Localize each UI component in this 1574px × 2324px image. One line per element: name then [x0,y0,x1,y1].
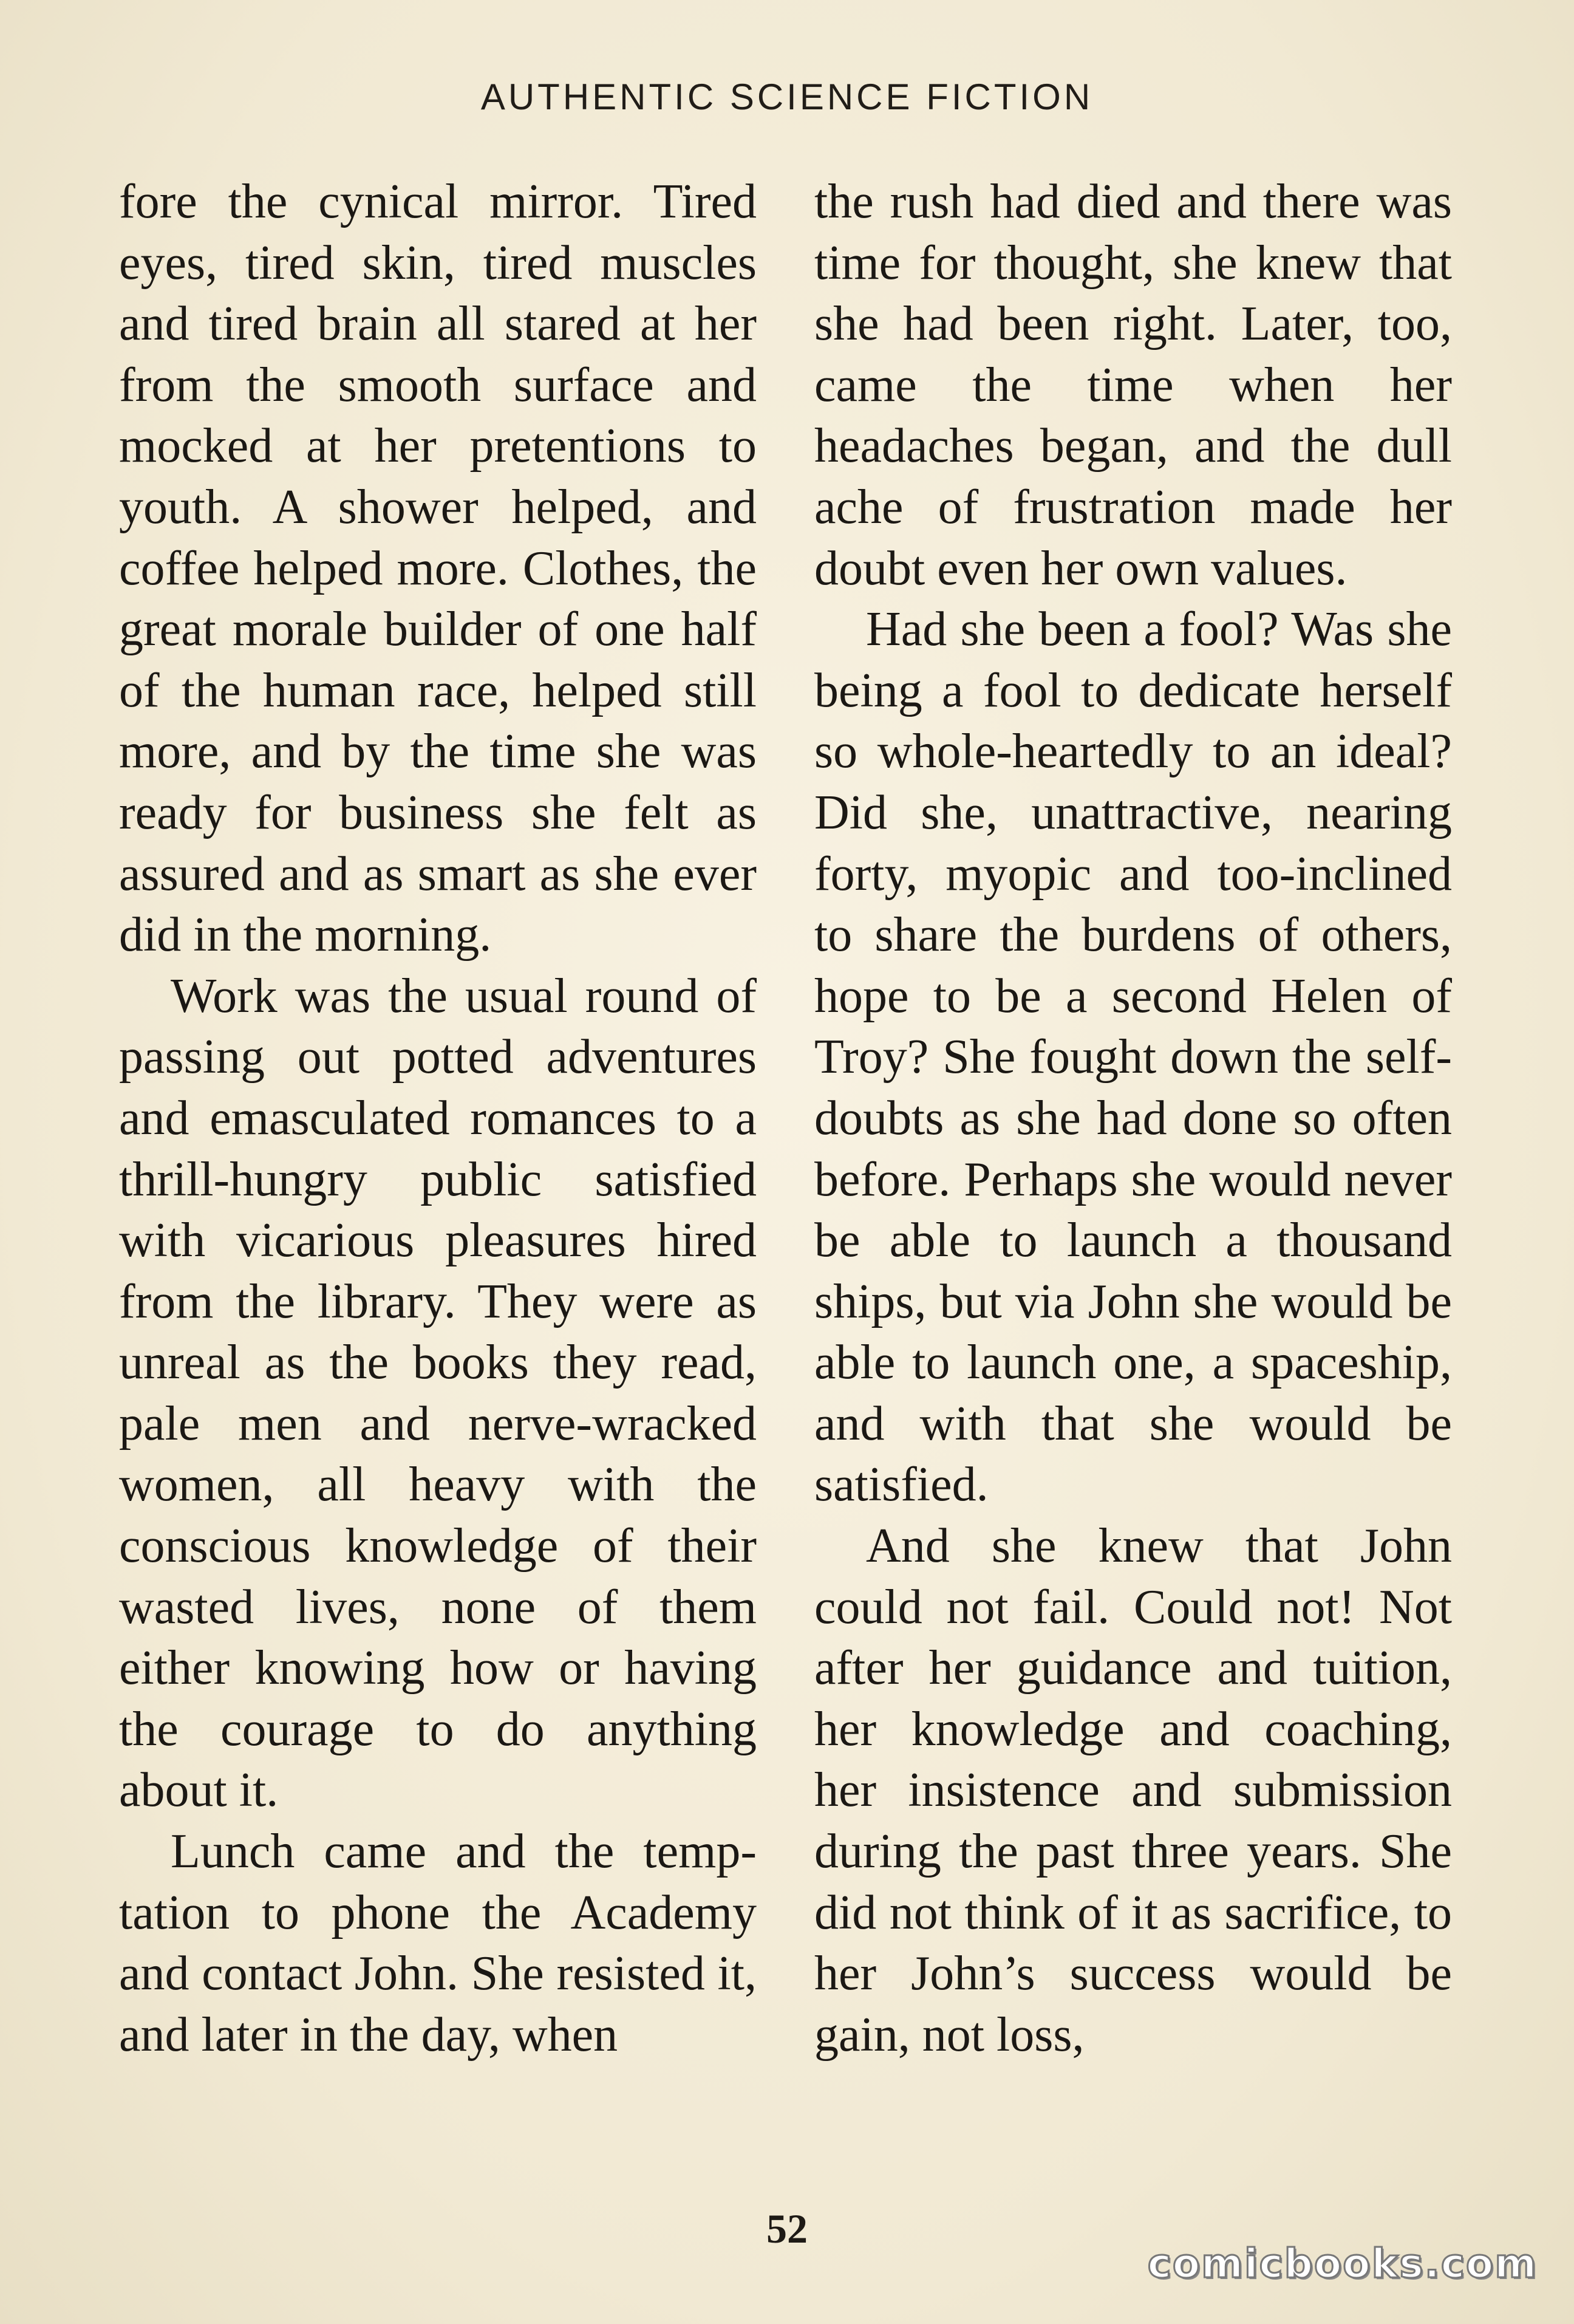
page-number: 52 [766,2206,808,2252]
running-title: AUTHENTIC SCIENCE FICTION [480,77,1094,117]
left-text-column [119,171,757,2065]
paragraph: Work was the usual round of passing out potted adventures and emasculated romances to a thrill-hungry public satisfied with vicarious pleasures hired from the library. They were as unreal as the books they read, pale men and nerve-wracked women, all heavy with the conscious knowledge of their wasted lives, none of them either knowing how or having the courage to do anything about it. [119,969,757,1817]
paragraph: Lunch came and the temptation to phone the Academy and contact John. She resisted it, and later in the day, when [119,1825,757,2062]
paragraph: And she knew that John could not fail. Could not! Not after her guidance and tuition, her knowledge and coaching, her insistence and submission during the past three years. She did not think of it as sacrifice, to her John’s success would be gain, not loss, [814,1519,1452,2062]
paragraph: the rush had died and there was time for thought, she knew that she had been right. Later, too, came the time when her headaches began, and the dull ache of frustration made her doubt even her own values. [814,175,1452,595]
watermark: comicbooks.com [1147,2240,1538,2287]
paragraph: fore the cynical mirror. Tired eyes, tired skin, tired muscles and tired brain all stared at her from the smooth surface and mocked at her pretentions to youth. A shower helped, and coffee helped more. Clothes, the great morale builder of one half of the human race, helped still more, and by the time she was ready for business she felt as assured and as smart as she ever did in the morning. [119,175,757,962]
paragraph: Had she been a fool? Was she being a fool to dedicate herself so whole-heartedly to an ideal? Did she, unattractive, nearing forty, myopic and too-inclined to share the burdens of others, hope to be a second Helen of Troy? She fought down the self-doubts as she had done so often before. Perhaps she would never be able to launch a thousand ships, but via John she would be able to launch one, a spaceship, and with that she would be satisfied. [814,603,1452,1512]
right-text-column [814,171,1452,2065]
